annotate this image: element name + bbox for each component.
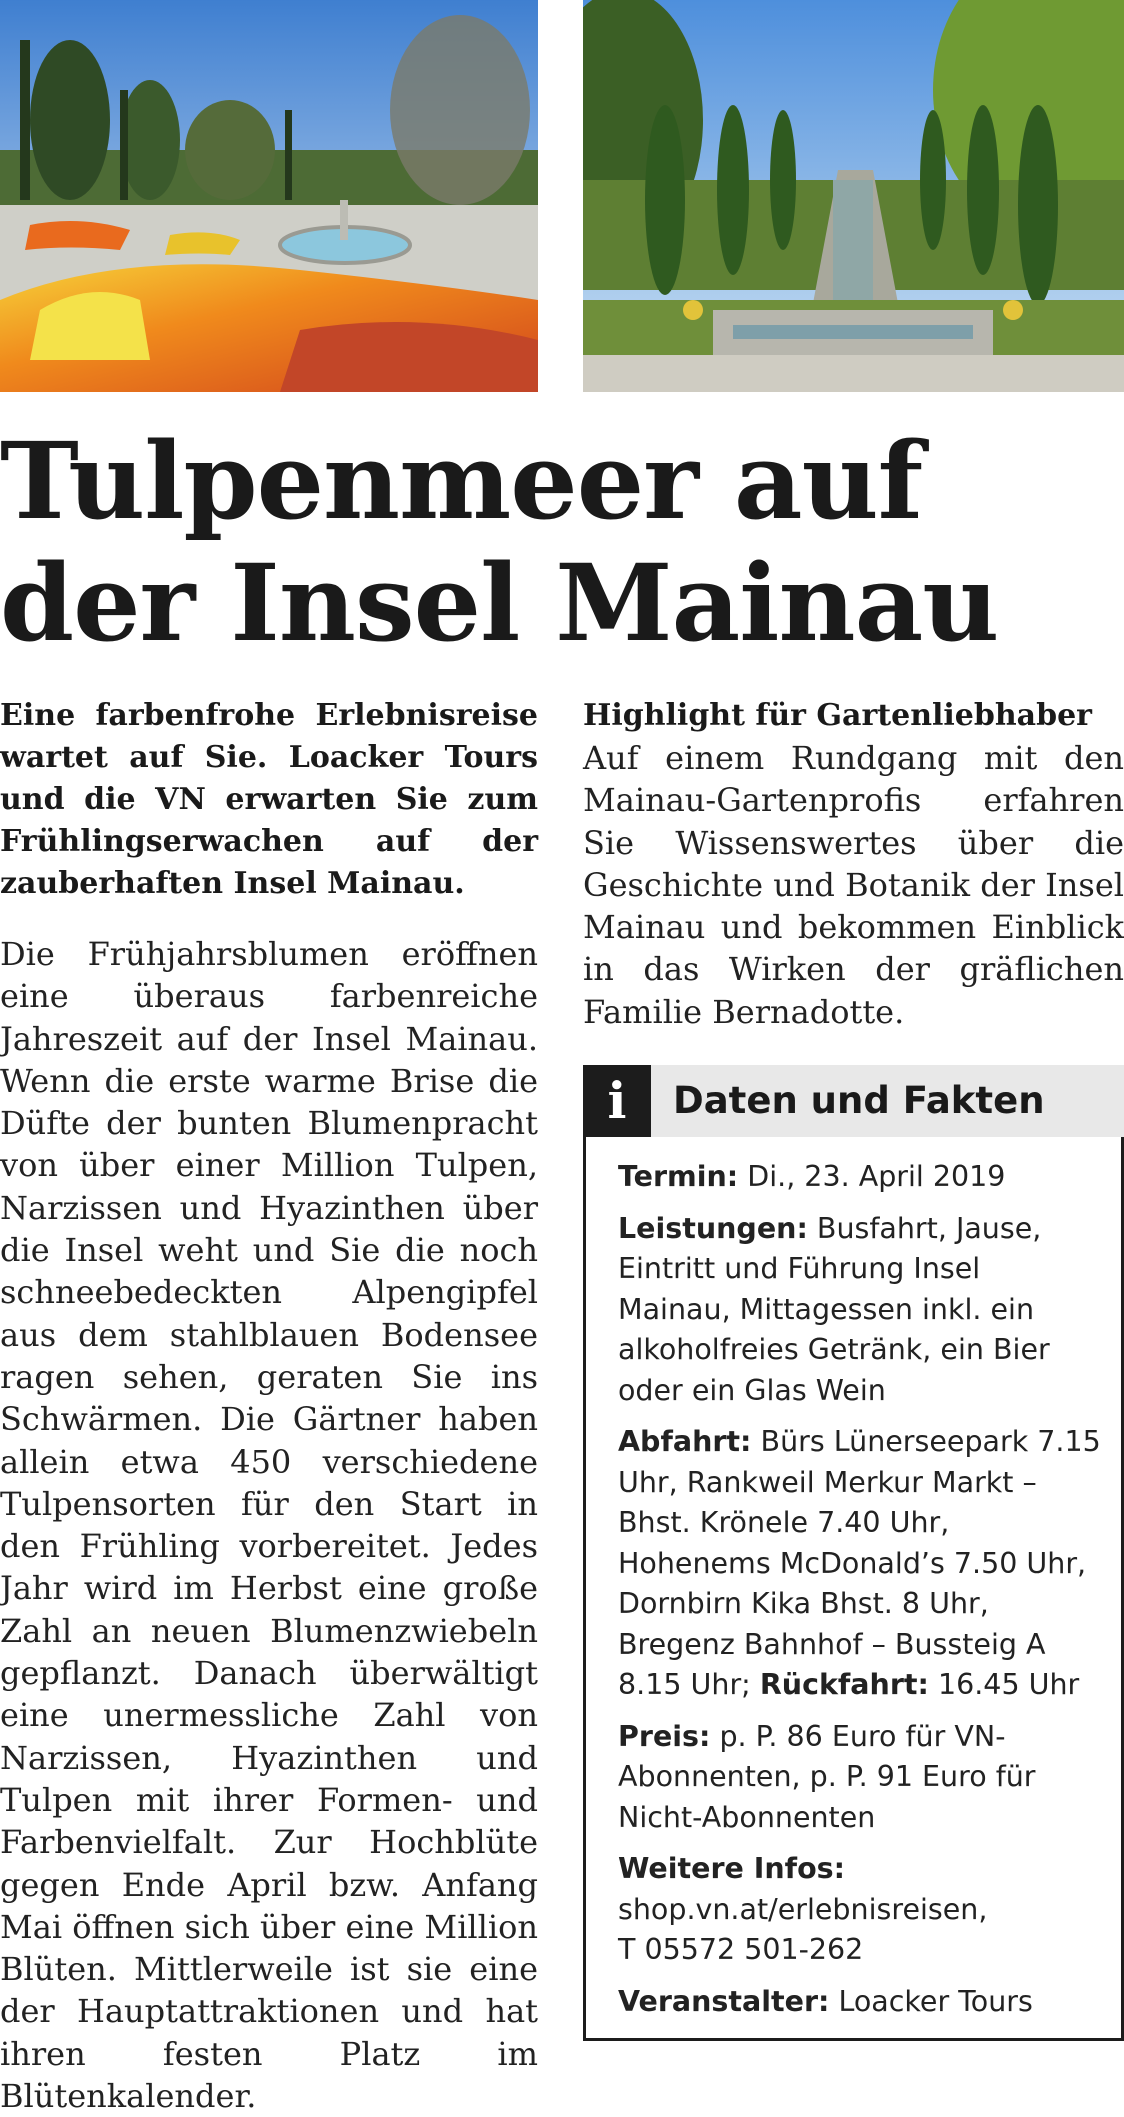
photo-cypress-garden — [583, 0, 1124, 392]
fact-abfahrt — [618, 1422, 1101, 1706]
fact-leistungen — [618, 1209, 1101, 1412]
fact-leistungen-label: Leistungen: — [618, 1211, 808, 1245]
fact-infos-phone: T 05572 501-262 — [618, 1933, 864, 1966]
fact-termin-label: Termin: — [618, 1160, 739, 1193]
fact-infos — [618, 1849, 1101, 1971]
highlight-text: Auf einem Rundgang mit den Mainau-Gartenprofis erfahren Sie Wissenswertes über die Geschichte und Botanik der Insel Mainau und bekommen Einblick in das Wirken der gräflichen Familie Bernadotte. — [583, 739, 1124, 1031]
facts-box — [583, 1065, 1124, 2041]
fact-abfahrt-value: Bürs Lünerseepark 7.15 Uhr, Rankweil Merkur Markt – Bhst. Krönele 7.40 Uhr, Hohenems McDonald’s 7.50 Uhr, Dornbirn Kika Bhst. 8 Uhr, Bregenz Bahnhof – Bussteig A 8.15 Uhr; — [618, 1425, 1101, 1701]
fact-infos-label: Weitere Infos: — [618, 1852, 846, 1885]
fact-infos-url[interactable]: shop.vn.at/erlebnisreisen, — [618, 1892, 988, 1926]
info-icon: i — [583, 1065, 651, 1137]
fact-veranstalter — [618, 1982, 1101, 2023]
fact-leistungen-value: Busfahrt, Jause, Eintritt und Führung Insel Mainau, Mittagessen inkl. ein alkoholfreies Getränk, ein Bier oder ein Glas Wein — [618, 1211, 1050, 1407]
facts-body — [583, 1137, 1124, 2041]
highlight-title: Highlight für Gartenliebhaber — [583, 698, 1092, 733]
fact-preis — [618, 1717, 1101, 1839]
fact-abfahrt-label: Abfahrt: — [618, 1425, 752, 1458]
facts-title: Daten und Fakten — [673, 1079, 1045, 1122]
fact-preis-value: p. P. 86 Euro für VN-Abonnenten, p. P. 91 Euro für Nicht-Abonnenten — [618, 1719, 1036, 1834]
garden-tulip-photo-icon — [0, 0, 538, 392]
fact-termin-value: Di., 23. April 2019 — [747, 1160, 1006, 1193]
fact-termin — [618, 1157, 1101, 1198]
facts-header — [583, 1065, 1124, 1137]
fact-veranstalter-value: Loacker Tours — [838, 1984, 1033, 2018]
headline: Tulpenmeer auf der Insel Mainau — [0, 418, 999, 665]
lead-paragraph: Eine farbenfrohe Erlebnisreise wartet auf Sie. Loacker Tours und die VN erwarten Sie zum Frühlingserwachen auf der zauberhaften Insel Mainau. — [0, 698, 538, 901]
body-paragraph: Die Frühjahrsblumen eröffnen eine überaus farbenreiche Jahreszeit auf der Insel Mainau. Wenn die erste warme Brise die Düfte der bunten Blumenpracht von über einer Million Tulpen, Narzissen und Hyazinthen über die Insel weht und Sie die noch schneebedeckten Alpengipfel aus dem stahlblauen Bodensee ragen sehen, geraten Sie ins Schwärmen. Die Gärtner haben allein etwa 450 verschiedene Tulpensorten für den Start in den Frühling vorbereitet. Jedes Jahr wird im Herbst eine große Zahl an neuen Blumenzwiebeln gepflanzt. Danach überwältigt eine unermessliche Zahl von Narzissen, Hyazinthen und Tulpen mit ihrer Formen- und Farbenvielfalt. Zur Hochblüte gegen Ende April bzw. Anfang Mai öffnen sich über eine Million Blüten. Mittlerweile ist sie eine der Hauptattraktionen und hat ihren festen Platz im Blütenkalender. — [0, 935, 538, 2116]
fact-veranstalter-label: Veranstalter: — [618, 1984, 830, 2018]
fact-rueckfahrt-label: Rückfahrt: — [759, 1668, 929, 1701]
photo-tulip-garden — [0, 0, 538, 392]
fact-preis-label: Preis: — [618, 1719, 711, 1753]
right-column — [583, 695, 1124, 1033]
fact-rueckfahrt-value: 16.45 Uhr — [937, 1668, 1080, 1701]
left-column — [0, 695, 538, 2117]
garden-cypress-cascade-photo-icon — [583, 0, 1124, 392]
